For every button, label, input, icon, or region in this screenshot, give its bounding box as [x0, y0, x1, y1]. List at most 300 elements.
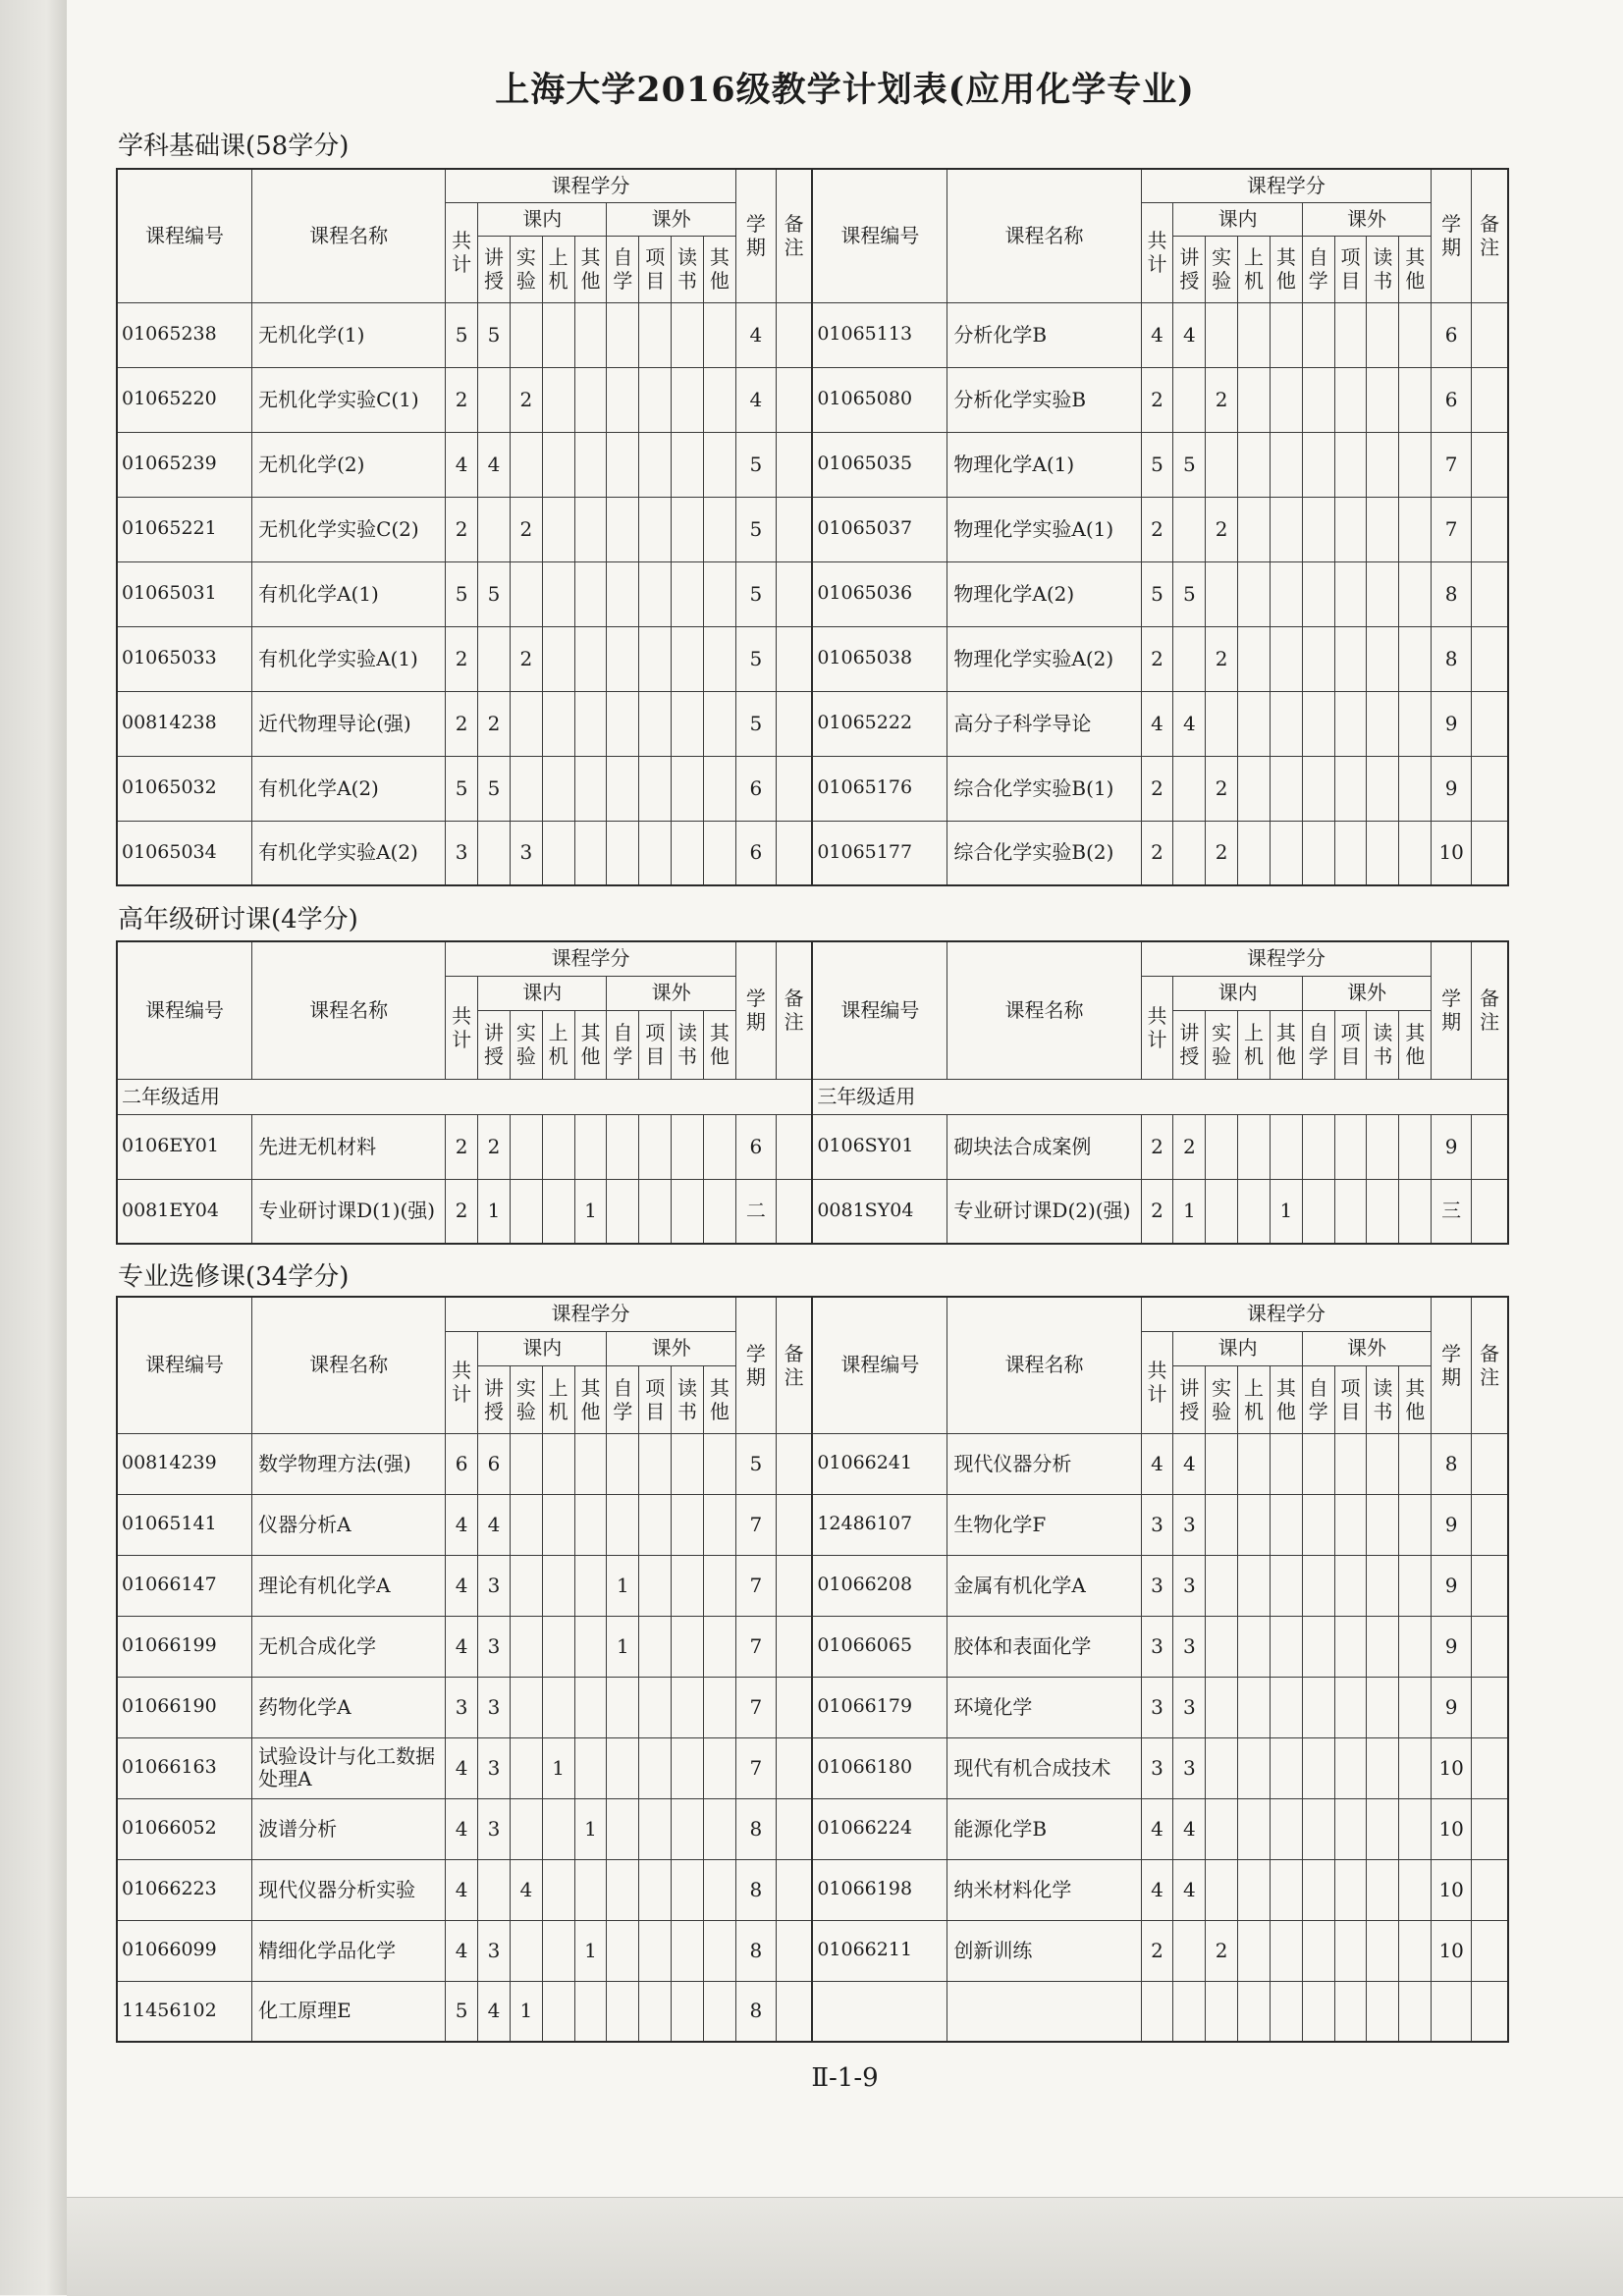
cell-lab — [1206, 1494, 1238, 1555]
cell-remark — [1472, 1433, 1508, 1494]
header-other-out — [703, 1365, 735, 1433]
cell-other — [574, 1859, 607, 1920]
cell-total: 4 — [446, 1555, 478, 1616]
cell-remark — [776, 302, 812, 367]
header-self-study-text: 自学 — [1308, 245, 1328, 293]
cell-code: 12486107 — [812, 1494, 947, 1555]
cell-semester: 7 — [735, 1555, 776, 1616]
cell-other-out — [1399, 1677, 1432, 1737]
cell-self-study — [607, 1798, 639, 1859]
cell-lecture: 2 — [478, 1114, 511, 1179]
header-in-class: 课内 — [1173, 202, 1302, 236]
cell-reading — [672, 1920, 704, 1981]
cell-reading — [1367, 302, 1399, 367]
cell-total: 2 — [1141, 1114, 1173, 1179]
cell-name: 金属有机化学A — [947, 1555, 1141, 1616]
cell-remark — [1472, 1798, 1508, 1859]
header-self-study-text: 自学 — [613, 1021, 633, 1068]
cell-name: 物理化学实验A(1) — [947, 497, 1141, 561]
cell-lecture: 6 — [478, 1433, 511, 1494]
header-reading — [672, 1365, 704, 1433]
header-course-name: 课程名称 — [947, 169, 1141, 302]
cell-lab: 2 — [1206, 821, 1238, 885]
cell-remark — [1472, 302, 1508, 367]
cell-self-study — [1302, 1433, 1334, 1494]
cell-self-study — [1302, 1616, 1334, 1677]
cell-semester: 10 — [1432, 821, 1472, 885]
cell-total: 4 — [446, 432, 478, 497]
cell-name: 试验设计与化工数据处理A — [252, 1737, 446, 1798]
cell-project — [639, 1920, 672, 1981]
cell-other — [1270, 1433, 1302, 1494]
header-total-text: 共计 — [452, 229, 472, 276]
cell-lecture: 3 — [1173, 1737, 1206, 1798]
cell-other — [1270, 1494, 1302, 1555]
cell-other-out — [703, 691, 735, 756]
cell-code: 01065220 — [117, 367, 252, 432]
cell-other — [1270, 756, 1302, 821]
cell-name: 有机化学实验A(2) — [252, 821, 446, 885]
cell-lecture: 3 — [1173, 1677, 1206, 1737]
header-semester — [735, 1297, 776, 1433]
header-computer — [1238, 1365, 1271, 1433]
header-row-1 — [117, 1297, 1508, 1331]
cell-lab — [510, 1737, 542, 1798]
header-total — [1141, 1331, 1173, 1433]
cell-self-study — [607, 367, 639, 432]
cell-project — [639, 302, 672, 367]
cell-code: 01066223 — [117, 1859, 252, 1920]
cell-total: 3 — [446, 821, 478, 885]
cell-computer — [1238, 561, 1271, 626]
header-lab — [510, 1010, 542, 1079]
cell-lecture: 4 — [1173, 1433, 1206, 1494]
cell-other-out — [703, 367, 735, 432]
cell-lab — [510, 756, 542, 821]
cell-reading — [1367, 691, 1399, 756]
table-row — [117, 432, 1508, 497]
header-computer-text: 上机 — [1244, 1021, 1264, 1068]
cell-project — [1334, 626, 1367, 691]
cell-self-study — [1302, 561, 1334, 626]
cell-project — [639, 1737, 672, 1798]
header-course-code: 课程编号 — [117, 169, 252, 302]
cell-self-study — [607, 1737, 639, 1798]
cell-project — [639, 1555, 672, 1616]
header-self-study-text: 自学 — [1308, 1375, 1328, 1423]
cell-code: 01066241 — [812, 1433, 947, 1494]
cell-self-study: 1 — [607, 1555, 639, 1616]
cell-reading — [1367, 1433, 1399, 1494]
cell-other-out — [703, 1433, 735, 1494]
cell-lab — [510, 1433, 542, 1494]
cell-other — [574, 1677, 607, 1737]
header-remark — [1472, 941, 1508, 1079]
cell-name: 无机化学(1) — [252, 302, 446, 367]
cell-other — [1270, 821, 1302, 885]
cell-computer — [1238, 1114, 1271, 1179]
cell-project — [639, 1179, 672, 1244]
header-reading-text: 读书 — [1373, 245, 1393, 293]
cell-computer — [1238, 1616, 1271, 1677]
cell-other — [1270, 561, 1302, 626]
cell-remark — [776, 691, 812, 756]
cell-code: 01066224 — [812, 1798, 947, 1859]
table-row — [117, 1616, 1508, 1677]
cell-self-study — [607, 626, 639, 691]
cell-project — [1334, 1616, 1367, 1677]
cell-project — [1334, 302, 1367, 367]
cell-self-study — [607, 432, 639, 497]
cell-other-out — [703, 1859, 735, 1920]
cell-other — [574, 821, 607, 885]
table-row — [117, 1555, 1508, 1616]
header-other-out — [1399, 1365, 1432, 1433]
cell-lab: 2 — [1206, 367, 1238, 432]
cell-total: 4 — [446, 1616, 478, 1677]
header-credits: 课程学分 — [446, 169, 736, 202]
header-row-1 — [117, 941, 1508, 976]
header-lab-text: 实验 — [1212, 245, 1232, 293]
page-bottom-edge — [67, 2197, 1623, 2296]
cell-total: 5 — [446, 561, 478, 626]
header-semester — [735, 941, 776, 1079]
header-semester-text: 学期 — [1441, 1341, 1462, 1389]
cell-remark — [1472, 821, 1508, 885]
header-in-class: 课内 — [1173, 1331, 1302, 1365]
cell-lab: 2 — [510, 497, 542, 561]
cell-name: 无机化学实验C(2) — [252, 497, 446, 561]
cell-reading — [672, 1494, 704, 1555]
cell-other-out — [1399, 1737, 1432, 1798]
cell-code: 01066190 — [117, 1677, 252, 1737]
table-row — [117, 626, 1508, 691]
cell-name: 有机化学A(2) — [252, 756, 446, 821]
page-title: 上海大学2016级教学计划表(应用化学专业) — [495, 70, 1195, 110]
cell-lecture: 4 — [478, 1494, 511, 1555]
cell-code: 01065113 — [812, 302, 947, 367]
header-course-name: 课程名称 — [252, 941, 446, 1079]
cell-other-out — [703, 1555, 735, 1616]
header-self-study — [607, 1365, 639, 1433]
cell-lecture: 5 — [1173, 432, 1206, 497]
cell-reading — [1367, 1981, 1399, 2042]
group-label-right: 三年级适用 — [812, 1079, 1508, 1114]
cell-lab — [1206, 1981, 1238, 2042]
cell-computer — [1238, 626, 1271, 691]
cell-self-study — [1302, 1494, 1334, 1555]
header-lecture-text: 讲授 — [1179, 245, 1200, 293]
cell-reading — [1367, 367, 1399, 432]
cell-semester: 6 — [735, 756, 776, 821]
cell-computer — [542, 1433, 574, 1494]
cell-other-out — [703, 1114, 735, 1179]
cell-computer — [1238, 497, 1271, 561]
cell-reading — [1367, 1494, 1399, 1555]
cell-self-study — [1302, 497, 1334, 561]
cell-semester: 9 — [1432, 691, 1472, 756]
cell-lecture: 3 — [478, 1798, 511, 1859]
cell-computer — [542, 1981, 574, 2042]
cell-other — [574, 1737, 607, 1798]
header-other-text: 其他 — [1275, 1021, 1296, 1068]
cell-project — [639, 1859, 672, 1920]
cell-name: 无机合成化学 — [252, 1616, 446, 1677]
cell-computer — [1238, 367, 1271, 432]
header-project — [639, 236, 672, 302]
cell-code: 0106EY01 — [117, 1114, 252, 1179]
cell-semester: 10 — [1432, 1737, 1472, 1798]
cell-total: 4 — [1141, 691, 1173, 756]
cell-computer — [542, 367, 574, 432]
cell-name: 纳米材料化学 — [947, 1859, 1141, 1920]
cell-name: 胶体和表面化学 — [947, 1616, 1141, 1677]
cell-code: 01065036 — [812, 561, 947, 626]
table-foundation-courses — [116, 168, 1509, 886]
cell-semester: 5 — [735, 626, 776, 691]
cell-lecture — [1173, 821, 1206, 885]
header-out-class: 课外 — [607, 1331, 735, 1365]
cell-self-study — [1302, 1981, 1334, 2042]
header-project — [639, 1010, 672, 1079]
cell-self-study — [1302, 1737, 1334, 1798]
cell-total: 3 — [1141, 1737, 1173, 1798]
cell-remark — [1472, 1494, 1508, 1555]
cell-reading — [672, 367, 704, 432]
cell-computer — [542, 1555, 574, 1616]
cell-reading — [1367, 1677, 1399, 1737]
cell-name: 无机化学实验C(1) — [252, 367, 446, 432]
cell-name: 有机化学实验A(1) — [252, 626, 446, 691]
document-page — [67, 0, 1623, 2197]
header-reading-text: 读书 — [1373, 1021, 1393, 1068]
cell-project — [639, 1616, 672, 1677]
cell-lab — [1206, 1433, 1238, 1494]
header-total-text: 共计 — [452, 1359, 472, 1406]
header-lecture — [1173, 236, 1206, 302]
cell-project — [1334, 1981, 1367, 2042]
header-project — [639, 1365, 672, 1433]
table-row — [117, 1981, 1508, 2042]
page-binding-edge — [0, 0, 68, 2295]
cell-code: 01065176 — [812, 756, 947, 821]
table-row — [117, 302, 1508, 367]
cell-name: 现代仪器分析 — [947, 1433, 1141, 1494]
header-total — [1141, 976, 1173, 1079]
cell-semester: 5 — [735, 561, 776, 626]
cell-name: 理论有机化学A — [252, 1555, 446, 1616]
header-semester-text: 学期 — [1441, 987, 1462, 1035]
header-credits: 课程学分 — [1141, 169, 1432, 202]
header-lecture-text: 讲授 — [1179, 1021, 1200, 1068]
header-other — [574, 1365, 607, 1433]
cell-self-study — [607, 302, 639, 367]
cell-computer — [542, 1494, 574, 1555]
cell-other — [1270, 1798, 1302, 1859]
cell-lecture — [478, 821, 511, 885]
table-row — [117, 821, 1508, 885]
cell-total: 2 — [446, 1114, 478, 1179]
cell-other-out — [1399, 302, 1432, 367]
cell-total: 3 — [1141, 1494, 1173, 1555]
cell-lab — [510, 1179, 542, 1244]
cell-project — [639, 756, 672, 821]
cell-code: 00814238 — [117, 691, 252, 756]
cell-lecture: 4 — [1173, 302, 1206, 367]
cell-other — [574, 756, 607, 821]
cell-self-study — [1302, 1859, 1334, 1920]
cell-other-out — [703, 561, 735, 626]
cell-computer — [542, 1616, 574, 1677]
header-lecture-text: 讲授 — [1179, 1375, 1200, 1423]
header-semester-text: 学期 — [745, 987, 766, 1035]
cell-reading — [672, 302, 704, 367]
cell-total: 2 — [1141, 626, 1173, 691]
header-lab — [1206, 236, 1238, 302]
cell-semester: 8 — [735, 1798, 776, 1859]
header-credits: 课程学分 — [446, 941, 736, 976]
header-lecture — [478, 1010, 511, 1079]
cell-self-study — [607, 1494, 639, 1555]
header-other-out-text: 其他 — [709, 1375, 730, 1423]
cell-project — [1334, 1677, 1367, 1737]
cell-remark — [776, 1737, 812, 1798]
cell-lecture: 2 — [478, 691, 511, 756]
cell-semester: 5 — [735, 691, 776, 756]
table-row — [117, 1114, 1508, 1179]
cell-reading — [1367, 497, 1399, 561]
header-project-text: 项目 — [1340, 245, 1361, 293]
cell-lecture: 1 — [478, 1179, 511, 1244]
cell-other — [574, 1616, 607, 1677]
header-project-text: 项目 — [1340, 1375, 1361, 1423]
cell-code: 01066065 — [812, 1616, 947, 1677]
cell-code: 01065238 — [117, 302, 252, 367]
cell-self-study — [607, 497, 639, 561]
cell-other-out — [1399, 821, 1432, 885]
cell-other-out — [1399, 1179, 1432, 1244]
cell-computer — [1238, 1433, 1271, 1494]
cell-reading — [672, 1981, 704, 2042]
cell-total: 5 — [446, 1981, 478, 2042]
cell-lecture — [1173, 626, 1206, 691]
cell-lab — [510, 1114, 542, 1179]
table-row — [117, 1179, 1508, 1244]
cell-self-study — [607, 1859, 639, 1920]
cell-reading — [1367, 1114, 1399, 1179]
cell-lab: 1 — [510, 1981, 542, 2042]
cell-project — [1334, 1798, 1367, 1859]
cell-total: 4 — [1141, 1859, 1173, 1920]
group-label-row — [117, 1079, 1508, 1114]
header-remark — [776, 1297, 812, 1433]
cell-computer — [542, 302, 574, 367]
cell-other-out — [1399, 432, 1432, 497]
cell-lab — [510, 691, 542, 756]
header-lecture — [1173, 1010, 1206, 1079]
cell-lecture — [478, 626, 511, 691]
cell-computer — [542, 821, 574, 885]
header-project — [1334, 1010, 1367, 1079]
cell-self-study — [1302, 432, 1334, 497]
cell-self-study: 1 — [607, 1616, 639, 1677]
cell-computer — [1238, 821, 1271, 885]
header-remark — [776, 169, 812, 302]
cell-lecture: 4 — [1173, 1859, 1206, 1920]
header-lab — [1206, 1010, 1238, 1079]
header-total-text: 共计 — [452, 1003, 472, 1051]
cell-project — [1334, 432, 1367, 497]
cell-lab — [1206, 561, 1238, 626]
cell-other-out — [1399, 1433, 1432, 1494]
header-lecture — [478, 1365, 511, 1433]
cell-name: 仪器分析A — [252, 1494, 446, 1555]
cell-self-study — [1302, 367, 1334, 432]
header-other-out-text: 其他 — [1405, 1021, 1426, 1068]
header-computer — [542, 236, 574, 302]
cell-name: 综合化学实验B(2) — [947, 821, 1141, 885]
header-course-name: 课程名称 — [947, 1297, 1141, 1433]
cell-other — [574, 367, 607, 432]
header-lab — [510, 236, 542, 302]
cell-lecture: 3 — [1173, 1494, 1206, 1555]
cell-remark — [776, 1555, 812, 1616]
cell-lecture — [1173, 497, 1206, 561]
cell-total: 5 — [446, 302, 478, 367]
cell-lab — [510, 561, 542, 626]
cell-lecture: 1 — [1173, 1179, 1206, 1244]
header-semester-text: 学期 — [1441, 212, 1462, 260]
cell-reading — [672, 497, 704, 561]
cell-lecture — [1173, 367, 1206, 432]
cell-other — [1270, 1677, 1302, 1737]
cell-code: 01065031 — [117, 561, 252, 626]
cell-lab — [1206, 1859, 1238, 1920]
cell-lecture — [1173, 1920, 1206, 1981]
cell-project — [639, 1114, 672, 1179]
header-lab-text: 实验 — [515, 245, 536, 293]
header-remark-text: 备注 — [1480, 987, 1500, 1035]
cell-other — [574, 302, 607, 367]
cell-reading — [672, 561, 704, 626]
header-semester — [1432, 169, 1472, 302]
cell-remark — [776, 561, 812, 626]
cell-other — [574, 432, 607, 497]
header-row-1 — [117, 169, 1508, 202]
cell-other — [1270, 1981, 1302, 2042]
cell-reading — [1367, 821, 1399, 885]
header-course-name: 课程名称 — [252, 169, 446, 302]
header-remark-text: 备注 — [1480, 212, 1500, 260]
cell-computer — [542, 432, 574, 497]
cell-name: 砌块法合成案例 — [947, 1114, 1141, 1179]
cell-total: 5 — [1141, 432, 1173, 497]
cell-lecture — [1173, 1981, 1206, 2042]
cell-computer — [1238, 1981, 1271, 2042]
cell-computer — [1238, 691, 1271, 756]
cell-total: 2 — [1141, 821, 1173, 885]
cell-lab — [1206, 1114, 1238, 1179]
cell-code: 01066180 — [812, 1737, 947, 1798]
page-number: Ⅱ-1-9 — [811, 2063, 879, 2093]
cell-total: 2 — [1141, 1179, 1173, 1244]
cell-other — [574, 497, 607, 561]
header-lecture — [1173, 1365, 1206, 1433]
header-lecture — [478, 236, 511, 302]
header-other-out — [703, 236, 735, 302]
cell-other-out — [1399, 1859, 1432, 1920]
cell-other-out — [1399, 1494, 1432, 1555]
